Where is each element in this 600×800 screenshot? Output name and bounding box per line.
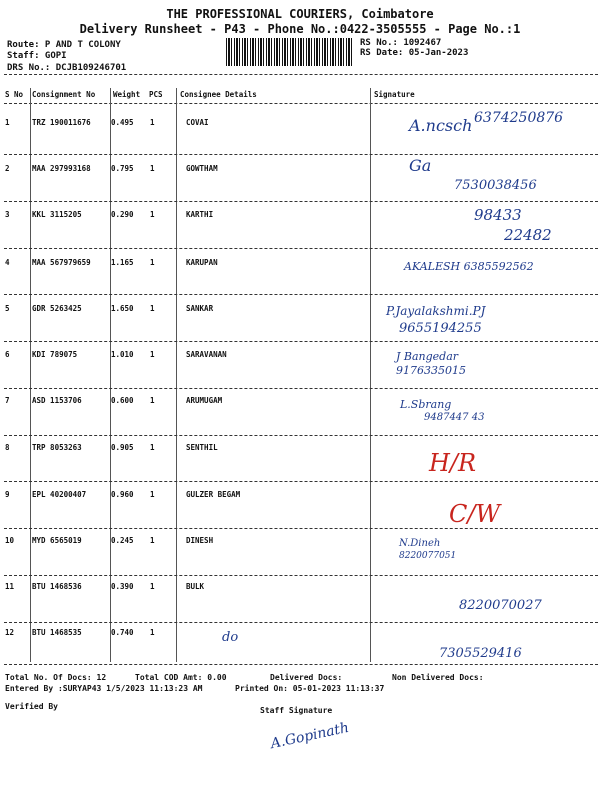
- printed-on: Printed On: 05-01-2023 11:13:37: [235, 684, 385, 693]
- divider: [4, 74, 598, 75]
- drs-number: DRS No.: DCJB109246701: [7, 63, 127, 73]
- signature-name: P.Jayalakshmi.PJ: [386, 304, 486, 318]
- row-sno: 7: [5, 396, 10, 405]
- row-sno: 4: [5, 258, 10, 267]
- row-pcs: 1: [150, 582, 155, 591]
- row-weight: 1.010: [111, 350, 134, 359]
- row-consignment: EPL 40200407: [32, 490, 87, 499]
- signature-name: AKALESH 6385592562: [404, 260, 534, 273]
- row-consignee: KARUPAN: [186, 258, 218, 267]
- row-consignee: SENTHIL: [186, 443, 218, 452]
- row-sno: 10: [5, 536, 15, 545]
- row-pcs: 1: [150, 536, 155, 545]
- row-consignee: GOWTHAM: [186, 164, 218, 173]
- barcode-image: [226, 38, 354, 66]
- row-sno: 9: [5, 490, 10, 499]
- row-pcs: 1: [150, 628, 155, 637]
- row-pcs: 1: [150, 164, 155, 173]
- row-sno: 1: [5, 118, 10, 127]
- row-consignee: KARTHI: [186, 210, 214, 219]
- row-sno: 12: [5, 628, 15, 637]
- row-consignee: BULK: [186, 582, 205, 591]
- row-weight: 0.495: [111, 118, 134, 127]
- row-pcs: 1: [150, 118, 155, 127]
- row-sno: 5: [5, 304, 10, 313]
- row-divider: [4, 248, 598, 249]
- row-sno: 11: [5, 582, 15, 591]
- row-divider: [4, 435, 598, 436]
- delivered-docs: Delivered Docs:: [270, 673, 343, 682]
- signature-mark: C/W: [449, 500, 501, 528]
- row-weight: 0.290: [111, 210, 134, 219]
- row-consignment: TRP 8053263: [32, 443, 82, 452]
- row-sno: 3: [5, 210, 10, 219]
- signature-phone: 9176335015: [396, 364, 466, 377]
- table-row: [4, 110, 598, 164]
- row-divider: [4, 622, 598, 623]
- signature-mark: H/R: [429, 449, 477, 477]
- signature-phone: 6374250876: [474, 110, 564, 126]
- row-weight: 0.795: [111, 164, 134, 173]
- signature-phone: 9655194255: [399, 321, 482, 336]
- row-consignment: ASD 1153706: [32, 396, 82, 405]
- row-divider: [4, 294, 598, 295]
- row-pcs: 1: [150, 350, 155, 359]
- row-consignee: DINESH: [186, 536, 214, 545]
- row-divider: [4, 341, 598, 342]
- table-row: [4, 304, 598, 350]
- column-header-signature: Signature: [374, 90, 415, 99]
- verified-by: Verified By: [5, 702, 58, 711]
- total-cod-amount: Total COD Amt: 0.00: [135, 673, 227, 682]
- rs-date: RS Date: 05-Jan-2023: [360, 48, 469, 58]
- row-weight: 1.650: [111, 304, 134, 313]
- rs-number: RS No.: 1092467: [360, 38, 442, 48]
- row-consignee: SARAVANAN: [186, 350, 227, 359]
- row-pcs: 1: [150, 304, 155, 313]
- signature-name: J Bangedar: [396, 350, 459, 363]
- entered-by: Entered By :SURYAP43 1/5/2023 11:13:23 AM: [5, 684, 203, 693]
- column-header-pcs: PCS: [149, 90, 163, 99]
- row-divider: [4, 388, 598, 389]
- row-consignee: GULZER BEGAM: [186, 490, 241, 499]
- row-consignment: BTU 1468535: [32, 628, 82, 637]
- row-consignment: GDR 5263425: [32, 304, 82, 313]
- staff-label: Staff: GOPI: [7, 51, 67, 61]
- row-weight: 0.740: [111, 628, 134, 637]
- row-consignment: MYD 6565019: [32, 536, 82, 545]
- table-row: [4, 206, 598, 256]
- row-consignment: KKL 3115205: [32, 210, 82, 219]
- signature-phone: 7305529416: [439, 646, 522, 661]
- table-header: [4, 88, 598, 102]
- signature-phone: 8220070027: [459, 598, 542, 613]
- table-row: [4, 443, 598, 489]
- column-header-consignee: Consignee Details: [180, 90, 257, 99]
- row-consignee: COVAI: [186, 118, 209, 127]
- staff-signature-label: Staff Signature: [260, 706, 333, 715]
- signature-phone: 22482: [504, 226, 552, 244]
- row-weight: 0.960: [111, 490, 134, 499]
- signature-ditto: do: [222, 630, 239, 645]
- route-label: Route: P AND T COLONY: [7, 40, 121, 50]
- row-consignment: TRZ 190011676: [32, 118, 91, 127]
- signature-phone: 8220077051: [399, 551, 457, 561]
- signature-name: 98433: [474, 206, 522, 224]
- divider: [4, 664, 598, 665]
- table-body: [4, 104, 598, 664]
- row-consignment: BTU 1468536: [32, 582, 82, 591]
- row-pcs: 1: [150, 396, 155, 405]
- signature-name: A.ncsch: [409, 116, 473, 135]
- total-docs: Total No. Of Docs: 12: [5, 673, 107, 682]
- column-header-consignment: Consignment No: [32, 90, 96, 99]
- row-pcs: 1: [150, 443, 155, 452]
- signature-name: Ga: [409, 156, 432, 175]
- row-pcs: 1: [150, 258, 155, 267]
- company-title: THE PROFESSIONAL COURIERS, Coimbatore: [166, 7, 434, 21]
- row-consignment: KDI 789075: [32, 350, 78, 359]
- row-pcs: 1: [150, 210, 155, 219]
- row-pcs: 1: [150, 490, 155, 499]
- row-sno: 8: [5, 443, 10, 452]
- row-consignee: ARUMUGAM: [186, 396, 223, 405]
- row-sno: 6: [5, 350, 10, 359]
- row-consignment: MAA 567979659: [32, 258, 91, 267]
- row-divider: [4, 528, 598, 529]
- row-divider: [4, 481, 598, 482]
- signature-phone: 7530038456: [454, 178, 537, 193]
- row-weight: 0.390: [111, 582, 134, 591]
- row-divider: [4, 201, 598, 202]
- table-row: [4, 258, 598, 304]
- table-row: [4, 156, 598, 210]
- row-divider: [4, 154, 598, 155]
- row-consignee: SANKAR: [186, 304, 214, 313]
- column-header-weight: Weight: [113, 90, 141, 99]
- signature-name: N.Dineh: [399, 538, 441, 549]
- row-weight: 0.245: [111, 536, 134, 545]
- staff-signature-handwritten: A.Gopinath: [269, 719, 351, 753]
- table-row: [4, 350, 598, 396]
- row-consignment: MAA 297993168: [32, 164, 91, 173]
- runsheet-subtitle: Delivery Runsheet - P43 - Phone No.:0422-3505555 - Page No.:1: [79, 22, 521, 36]
- row-weight: 0.600: [111, 396, 134, 405]
- table-row: [4, 628, 598, 668]
- row-sno: 2: [5, 164, 10, 173]
- row-weight: 1.165: [111, 258, 134, 267]
- table-row: [4, 490, 598, 536]
- signature-phone: 9487447 43: [424, 412, 485, 423]
- row-divider: [4, 575, 598, 576]
- row-weight: 0.905: [111, 443, 134, 452]
- column-header-sno: S No: [5, 90, 24, 99]
- signature-name: L.Sbrang: [400, 398, 452, 411]
- non-delivered-docs: Non Delivered Docs:: [392, 673, 484, 682]
